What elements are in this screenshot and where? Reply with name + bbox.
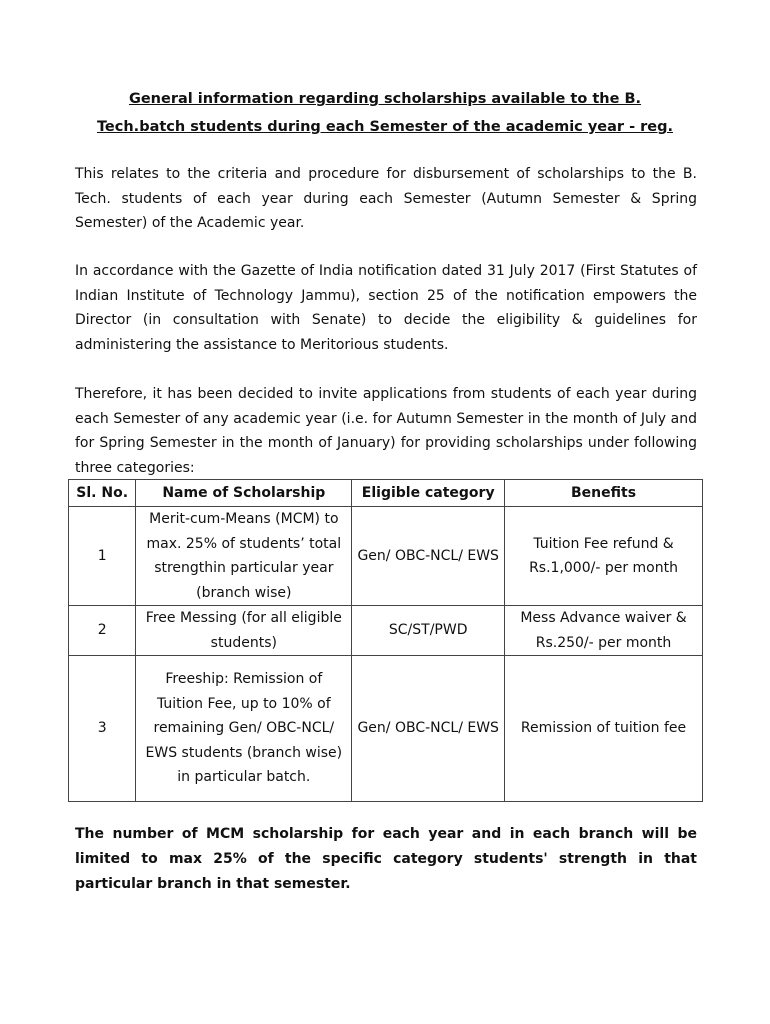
table-row	[69, 507, 703, 606]
cell-benefits: Mess Advance waiver & Rs.250/- per month	[505, 606, 703, 656]
cell-scholarship-name: Merit-cum-Means (MCM) to max. 25% of students’ total strengthin particular year (branch wise)	[136, 507, 352, 606]
intro-paragraph: This relates to the criteria and procedure for disbursement of scholarships to the B. Tech. students of each year during each Semester (Autumn Semester & Spring Semester) of the Academic year.	[75, 166, 697, 231]
header-benefits: Benefits	[505, 480, 703, 507]
cell-sl-no: 3	[69, 656, 136, 802]
gazette-paragraph: In accordance with the Gazette of India notification dated 31 July 2017 (First Statutes of Indian Institute of Technology Jammu), section 25 of the notification empowers the Director (in consultation with Senate) to decide the eligibility & guidelines for administering the assistance to Meritorious students.	[75, 263, 697, 353]
table-header-row	[69, 480, 703, 507]
title-line-1: General information regarding scholarships available to the B.	[128, 91, 642, 107]
table-row	[69, 656, 703, 802]
title-line-2: Tech.batch students during each Semester of the academic year - reg.	[96, 119, 674, 135]
cell-scholarship-name: Freeship: Remission of Tuition Fee, up to 10% of remaining Gen/ OBC-NCL/ EWS students (branch wise) in particular batch.	[136, 656, 352, 802]
cell-benefits: Remission of tuition fee	[505, 656, 703, 802]
document-title	[60, 85, 710, 141]
cell-benefits: Tuition Fee refund & Rs.1,000/- per month	[505, 507, 703, 606]
cell-eligible-category: SC/ST/PWD	[352, 606, 505, 656]
table-row	[69, 606, 703, 656]
header-sl-no: Sl. No.	[69, 480, 136, 507]
mcm-limit-note: The number of MCM scholarship for each year and in each branch will be limited to max 25% of the specific category students' strength in that particular branch in that semester.	[75, 826, 697, 892]
applications-paragraph: Therefore, it has been decided to invite applications from students of each year during each Semester of any academic year (i.e. for Autumn Semester in the month of July and for Spring Semester in the month of January) for providing scholarships under following three categories:	[75, 386, 697, 476]
cell-sl-no: 1	[69, 507, 136, 606]
cell-scholarship-name: Free Messing (for all eligible students)	[136, 606, 352, 656]
header-eligible-category: Eligible category	[352, 480, 505, 507]
cell-eligible-category: Gen/ OBC-NCL/ EWS	[352, 507, 505, 606]
cell-sl-no: 2	[69, 606, 136, 656]
scholarship-table	[68, 479, 703, 802]
cell-eligible-category: Gen/ OBC-NCL/ EWS	[352, 656, 505, 802]
header-scholarship-name: Name of Scholarship	[136, 480, 352, 507]
